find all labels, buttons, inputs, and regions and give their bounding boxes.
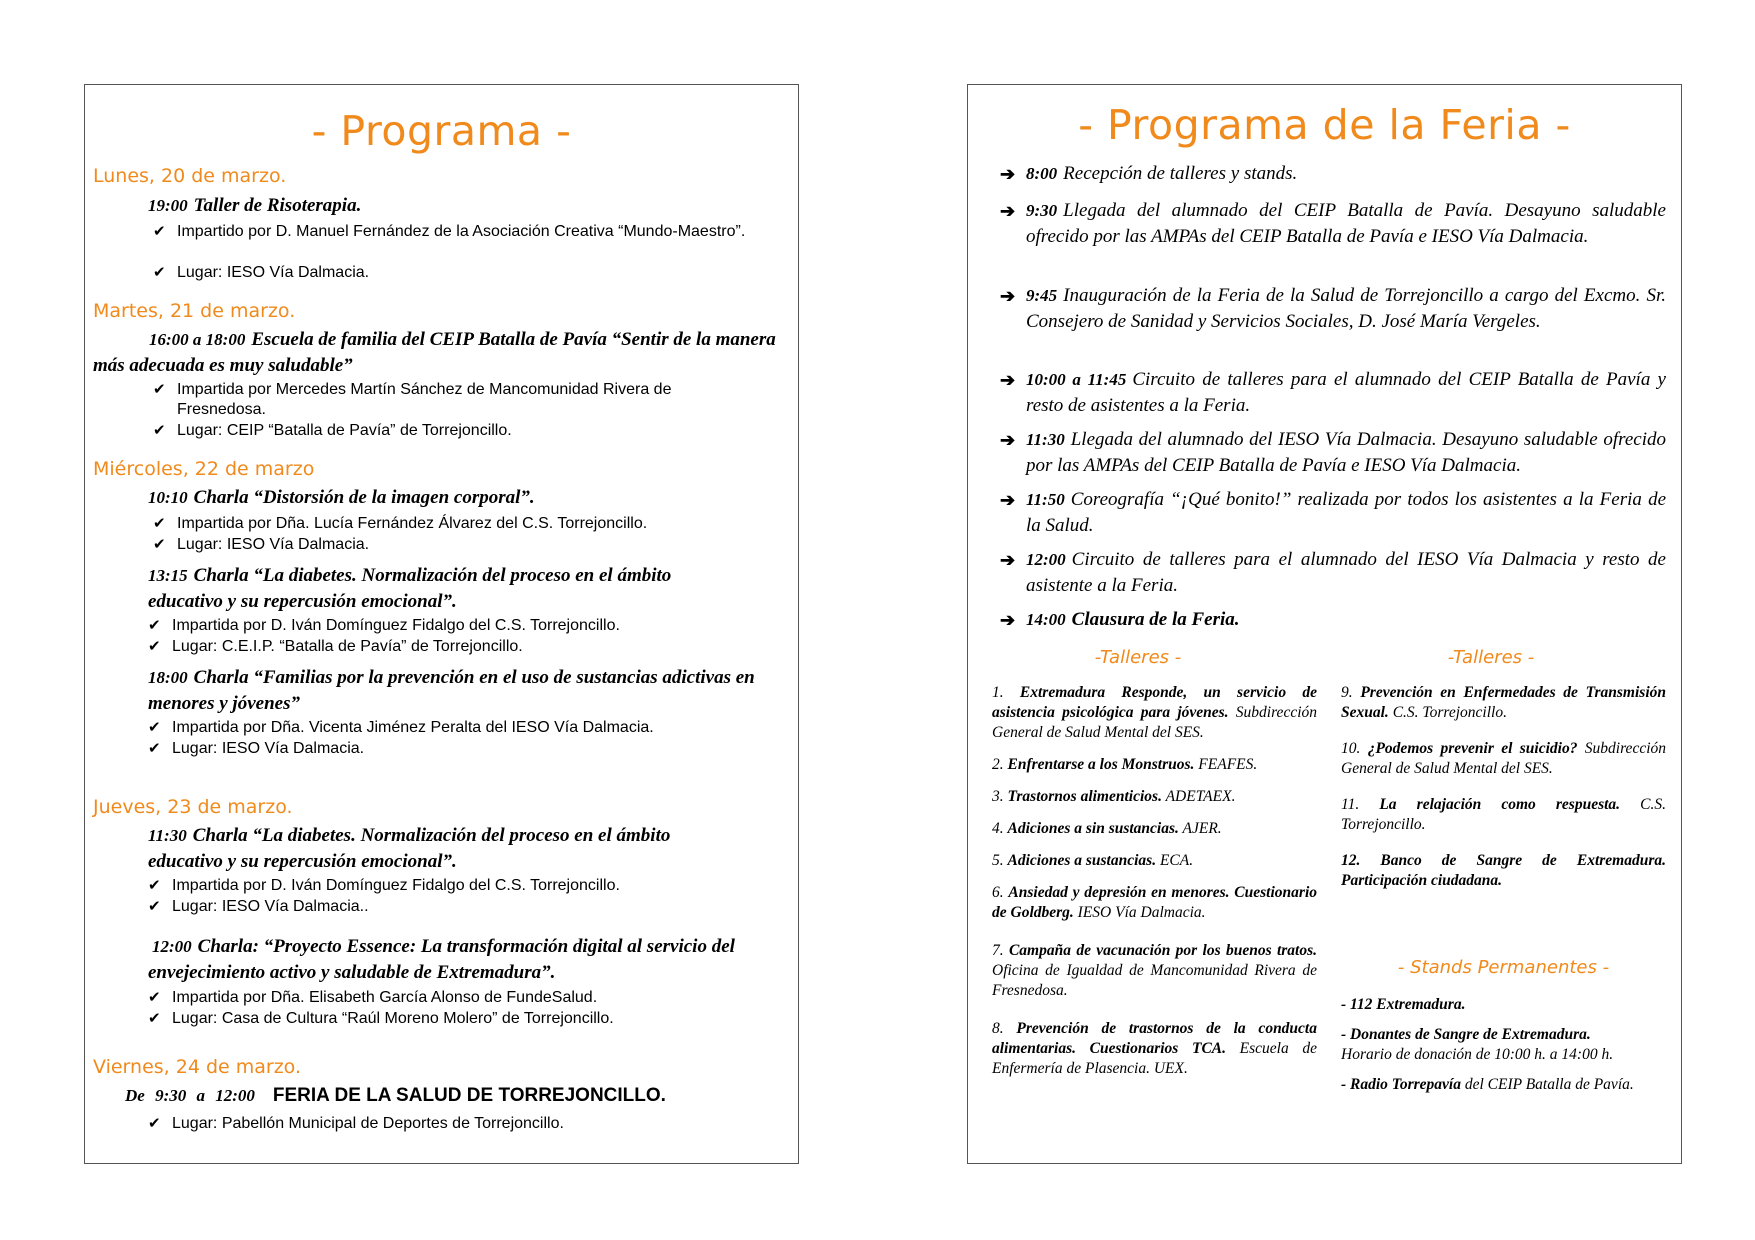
taller-item: 11. La relajación como respuesta. C.S. Torrejoncillo.: [1341, 796, 1666, 833]
detail-item: ✔ Impartida por Dña. Elisabeth García Alonso de FundeSalud.: [148, 989, 598, 1006]
arrow-icon: ➔: [1000, 430, 1016, 450]
detail-item: ✔ Lugar: Pabellón Municipal de Deportes de Torrejoncillo.: [148, 1115, 564, 1132]
day-heading-tuesday: Martes, 21 de marzo.: [93, 300, 296, 322]
detail-item: ✔ Impartida por Mercedes Martín Sánchez de Mancomunidad Rivera de Fresnedosa.: [153, 381, 672, 418]
event-time: 16:00 a 18:00: [149, 330, 246, 349]
event-title: Charla “Distorsión de la imagen corporal”.: [193, 487, 535, 508]
talleres-list-right: [1341, 683, 1666, 903]
check-icon: ✔: [148, 1115, 161, 1132]
left-program-panel: [84, 84, 799, 1164]
taller-item: 2. Enfrentarse a los Monstruos. FEAFES.: [992, 756, 1258, 773]
taller-item: 5. Adiciones a sustancias. ECA.: [992, 852, 1194, 869]
arrow-icon: ➔: [1000, 201, 1016, 221]
stand-item: - Radio Torrepavía del CEIP Batalla de Pavía.: [1341, 1076, 1634, 1093]
fair-item: ➔ 10:00 a 11:45 Circuito de talleres para el alumnado del CEIP Batalla de Pavía y resto de asistentes a la Feria.: [1000, 369, 1666, 416]
fair-item: ➔ 11:50 Coreografía “¡Qué bonito!” realizada por todos los asistentes a la Feria de la Salud.: [1000, 489, 1666, 536]
stand-item: - Donantes de Sangre de Extremadura. Horario de donación de 10:00 h. a 14:00 h.: [1341, 1026, 1614, 1063]
arrow-icon: ➔: [1000, 286, 1016, 306]
detail-item: ✔ Lugar: IESO Vía Dalmacia.: [153, 536, 370, 553]
right-fair-program-panel: [967, 84, 1682, 1164]
talleres-heading-right: -Talleres -: [1447, 647, 1535, 668]
event-time: 10:10: [148, 488, 188, 507]
check-icon: ✔: [148, 740, 161, 757]
check-icon: ✔: [153, 381, 166, 398]
fair-item: ➔ 14:00 Clausura de la Feria.: [1026, 607, 1666, 633]
check-icon: ✔: [148, 617, 161, 634]
fair-item: ➔ 9:30 Llegada del alumnado del CEIP Batalla de Pavía. Desayuno saludable ofrecido por las AMPAs del CEIP Batalla de Pavía e IESO Vía Dalmacia.: [1000, 200, 1666, 247]
event-wednesday-1800: [148, 665, 793, 717]
event-wednesday-1010: [148, 485, 768, 511]
taller-item: 1. Extremadura Responde, un servicio de asistencia psicológica para jóvenes. Subdirección General de Salud Mental del SES.: [992, 684, 1318, 741]
event-thursday-1200: [148, 934, 778, 986]
event-time: 19:00: [148, 196, 188, 215]
taller-item: 9. Prevención en Enfermedades de Transmisión Sexual. C.S. Torrejoncillo.: [1341, 684, 1666, 721]
taller-item: 7. Campaña de vacunación por los buenos tratos. Oficina de Igualdad de Mancomunidad Rivera de Fresnedosa.: [992, 942, 1318, 999]
detail-item: ✔ Lugar: Casa de Cultura “Raúl Moreno Molero” de Torrejoncillo.: [148, 1010, 614, 1027]
event-title: Taller de Risoterapia.: [193, 195, 362, 216]
detail-item: ✔ Impartida por D. Iván Domínguez Fidalgo del C.S. Torrejoncillo.: [148, 877, 620, 894]
event-time: De 9:30 a 12:00: [125, 1086, 255, 1105]
detail-item: ✔ Impartida por D. Iván Domínguez Fidalgo del C.S. Torrejoncillo.: [148, 617, 620, 634]
event-title: Charla “Familias por la prevención en el uso de sustancias adictivas en menores y jóvenes”: [148, 667, 755, 714]
check-icon: ✔: [153, 264, 166, 281]
check-icon: ✔: [148, 638, 161, 655]
fair-item: ➔ 12:00 Circuito de talleres para el alumnado del IESO Vía Dalmacia y resto de asistente a la Feria.: [1000, 549, 1666, 596]
event-title: Charla “La diabetes. Normalización del proceso en el ámbito educativo y su repercusión emocional”.: [148, 565, 672, 612]
event-title: Escuela de familia del CEIP Batalla de Pavía “Sentir de la manera más adecuada es muy saludable”: [93, 329, 776, 376]
detail-item: ✔ Impartida por Dña. Lucía Fernández Álvarez del C.S. Torrejoncillo.: [153, 515, 648, 532]
stands-list: [1341, 995, 1666, 1107]
stand-item: - 112 Extremadura.: [1341, 996, 1466, 1013]
taller-item: 3. Trastornos alimenticios. ADETAEX.: [992, 788, 1236, 805]
check-icon: ✔: [148, 1010, 161, 1027]
check-icon: ✔: [148, 877, 161, 894]
event-title: Charla: “Proyecto Essence: La transformación digital al servicio del envejecimiento activo y saludable de Extremadura”.: [148, 936, 735, 983]
check-icon: ✔: [148, 989, 161, 1006]
event-time: 13:15: [148, 566, 188, 585]
event-friday-fair: [125, 1083, 785, 1109]
detail-item: ✔ Impartido por D. Manuel Fernández de la Asociación Creativa “Mundo-Maestro”.: [153, 223, 746, 240]
check-icon: ✔: [148, 719, 161, 736]
fair-item: ➔ 11:30 Llegada del alumnado del IESO Vía Dalmacia. Desayuno saludable ofrecido por las AMPAs del CEIP Batalla de Pavía e IESO Vía Dalmacia.: [1000, 429, 1666, 476]
fair-item: ➔ 8:00 Recepción de talleres y stands.: [1026, 161, 1666, 187]
detail-item: ✔ Lugar: C.E.I.P. “Batalla de Pavía” de Torrejoncillo.: [148, 638, 523, 655]
taller-item: 12. Banco de Sangre de Extremadura. Participación ciudadana.: [1341, 852, 1666, 889]
day-heading-monday: Lunes, 20 de marzo.: [93, 165, 287, 187]
fair-item: ➔ 9:45 Inauguración de la Feria de la Salud de Torrejoncillo a cargo del Excmo. Sr. Consejero de Sanidad y Servicios Sociales, D. José María Vergeles.: [1000, 285, 1666, 332]
check-icon: ✔: [153, 422, 166, 439]
left-title: - Programa -: [311, 107, 572, 155]
detail-item: ✔ Lugar: IESO Vía Dalmacia.: [153, 264, 370, 281]
detail-item: ✔ Lugar: IESO Vía Dalmacia..: [148, 898, 369, 915]
event-time: 11:30: [148, 826, 187, 845]
detail-item: ✔ Impartida por Dña. Vicenta Jiménez Peralta del IESO Vía Dalmacia.: [148, 719, 654, 736]
event-title: FERIA DE LA SALUD DE TORREJONCILLO.: [272, 1085, 666, 1106]
event-thursday-1130: [148, 823, 748, 875]
event-title: Charla “La diabetes. Normalización del proceso en el ámbito educativo y su repercusión emocional”.: [148, 825, 671, 872]
arrow-icon: ➔: [1000, 164, 1016, 184]
check-icon: ✔: [153, 536, 166, 553]
check-icon: ✔: [153, 515, 166, 532]
arrow-icon: ➔: [1000, 490, 1016, 510]
event-time: 12:00: [152, 937, 192, 956]
event-monday-1900: [148, 193, 768, 219]
check-icon: ✔: [148, 898, 161, 915]
detail-item: ✔ Lugar: CEIP “Batalla de Pavía” de Torrejoncillo.: [153, 422, 512, 439]
day-heading-thursday: Jueves, 23 de marzo.: [93, 796, 293, 818]
event-time: 18:00: [148, 668, 188, 687]
taller-item: 6. Ansiedad y depresión en menores. Cuestionario de Goldberg. IESO Vía Dalmacia.: [992, 884, 1318, 921]
detail-item: ✔ Lugar: IESO Vía Dalmacia.: [148, 740, 365, 757]
taller-item: 4. Adiciones a sin sustancias. AJER.: [992, 820, 1222, 837]
day-heading-friday: Viernes, 24 de marzo.: [93, 1056, 302, 1078]
event-wednesday-1315: [148, 563, 748, 615]
talleres-list-left: [992, 683, 1317, 1091]
stands-heading: - Stands Permanentes -: [1397, 957, 1610, 978]
arrow-icon: ➔: [1000, 610, 1016, 630]
arrow-icon: ➔: [1000, 370, 1016, 390]
day-heading-wednesday: Miércoles, 22 de marzo: [93, 458, 315, 480]
taller-item: 10. ¿Podemos prevenir el suicidio? Subdirección General de Salud Mental del SES.: [1341, 740, 1667, 777]
talleres-heading-left: -Talleres -: [1094, 647, 1182, 668]
taller-item: 8. Prevención de trastornos de la conducta alimentarias. Cuestionarios TCA. Escuela de Enfermería de Plasencia. UEX.: [992, 1020, 1318, 1077]
event-tuesday-1600: [93, 327, 783, 379]
right-title: - Programa de la Feria -: [1078, 101, 1571, 149]
arrow-icon: ➔: [1000, 550, 1016, 570]
check-icon: ✔: [153, 223, 166, 240]
